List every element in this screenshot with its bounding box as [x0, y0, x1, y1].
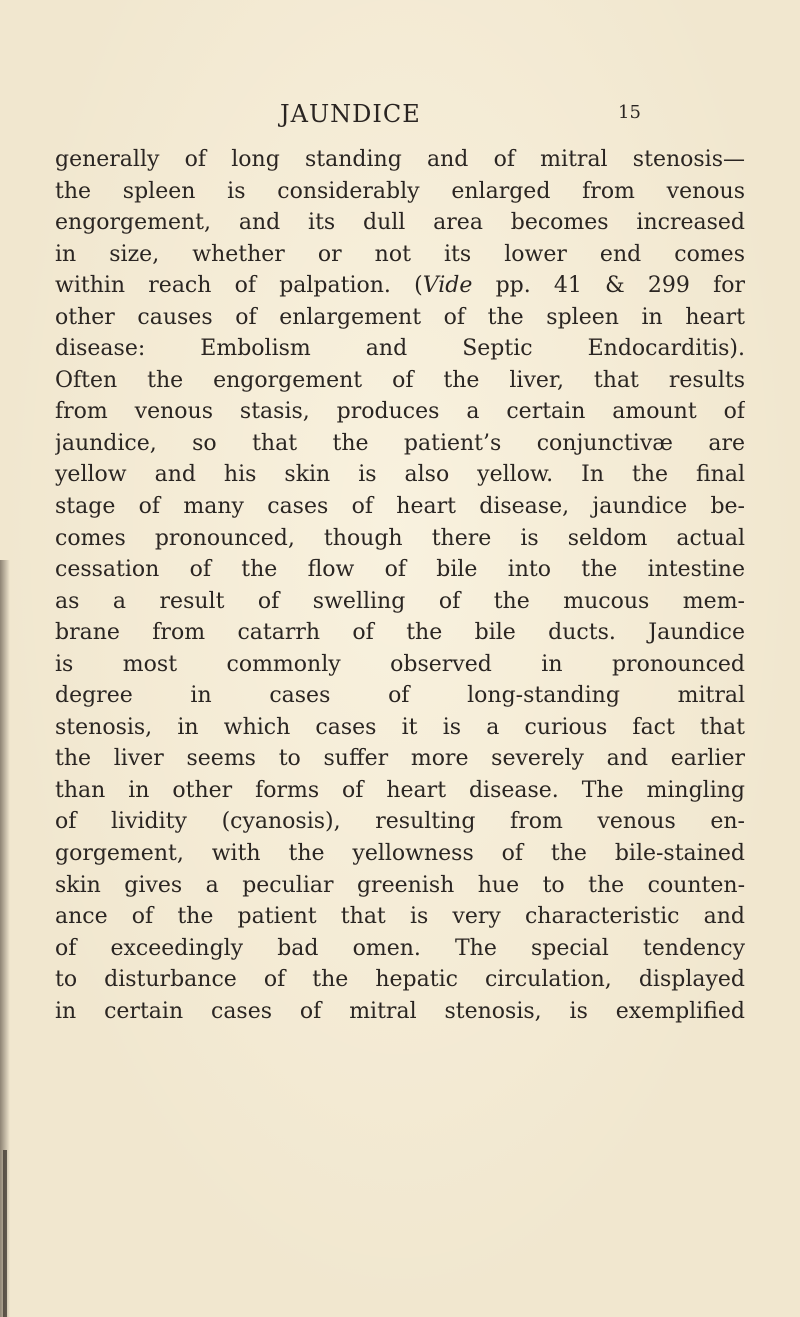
- text-line: comes pronounced, though there is seldom actual: [55, 525, 745, 551]
- text-line: disease: Embolism and Septic Endocarditis).: [55, 336, 745, 362]
- text-line: cessation of the flow of bile into the intestine: [55, 557, 745, 583]
- text-line: engorgement, and its dull area becomes increased: [55, 210, 745, 236]
- body-text: [55, 144, 745, 1027]
- text-line: of exceedingly bad omen. The special tendency: [55, 935, 745, 961]
- text-line: the liver seems to suffer more severely and earlier: [55, 746, 745, 772]
- text-line-vide: [55, 270, 745, 302]
- text-line: in certain cases of mitral stenosis, is exemplified: [55, 998, 745, 1024]
- text-line: in size, whether or not its lower end comes: [55, 241, 745, 267]
- text-segment: (: [414, 273, 423, 299]
- text-line: as a result of swelling of the mucous mem-: [55, 588, 745, 614]
- italic-vide: Vide: [422, 273, 473, 299]
- text-line: stenosis, in which cases it is a curious fact that: [55, 714, 745, 740]
- page-number: 15: [618, 102, 641, 123]
- text-segment: within reach of palpation.: [55, 273, 391, 299]
- text-line: brane from catarrh of the bile ducts. Jaundice: [55, 620, 745, 646]
- text-line: gorgement, with the yellowness of the bile-stained: [55, 841, 745, 867]
- text-segment: for: [713, 273, 745, 299]
- page-edge-mark: [3, 1150, 7, 1317]
- running-title: JAUNDICE: [280, 100, 421, 128]
- text-line: to disturbance of the hepatic circulation, displayed: [55, 967, 745, 993]
- text-line: from venous stasis, produces a certain amount of: [55, 399, 745, 425]
- text-line: than in other forms of heart disease. The mingling: [55, 777, 745, 803]
- text-line: jaundice, so that the patient’s conjunctivæ are: [55, 430, 745, 456]
- text-line: yellow and his skin is also yellow. In the final: [55, 462, 745, 488]
- text-line: stage of many cases of heart disease, jaundice be-: [55, 494, 745, 520]
- text-line: of lividity (cyanosis), resulting from venous en-: [55, 809, 745, 835]
- text-line: the spleen is considerably enlarged from venous: [55, 178, 745, 204]
- text-line: other causes of enlargement of the spleen in heart: [55, 304, 745, 330]
- text-line: skin gives a peculiar greenish hue to the counten-: [55, 872, 745, 898]
- text-line: ance of the patient that is very characteristic and: [55, 904, 745, 930]
- running-head: [0, 100, 800, 130]
- text-line: Often the engorgement of the liver, that results: [55, 367, 745, 393]
- text-line: generally of long standing and of mitral stenosis—: [55, 147, 745, 172]
- text-line: is most commonly observed in pronounced: [55, 651, 745, 677]
- text-segment: pp. 41 & 299: [495, 273, 690, 299]
- text-line: degree in cases of long-standing mitral: [55, 683, 745, 709]
